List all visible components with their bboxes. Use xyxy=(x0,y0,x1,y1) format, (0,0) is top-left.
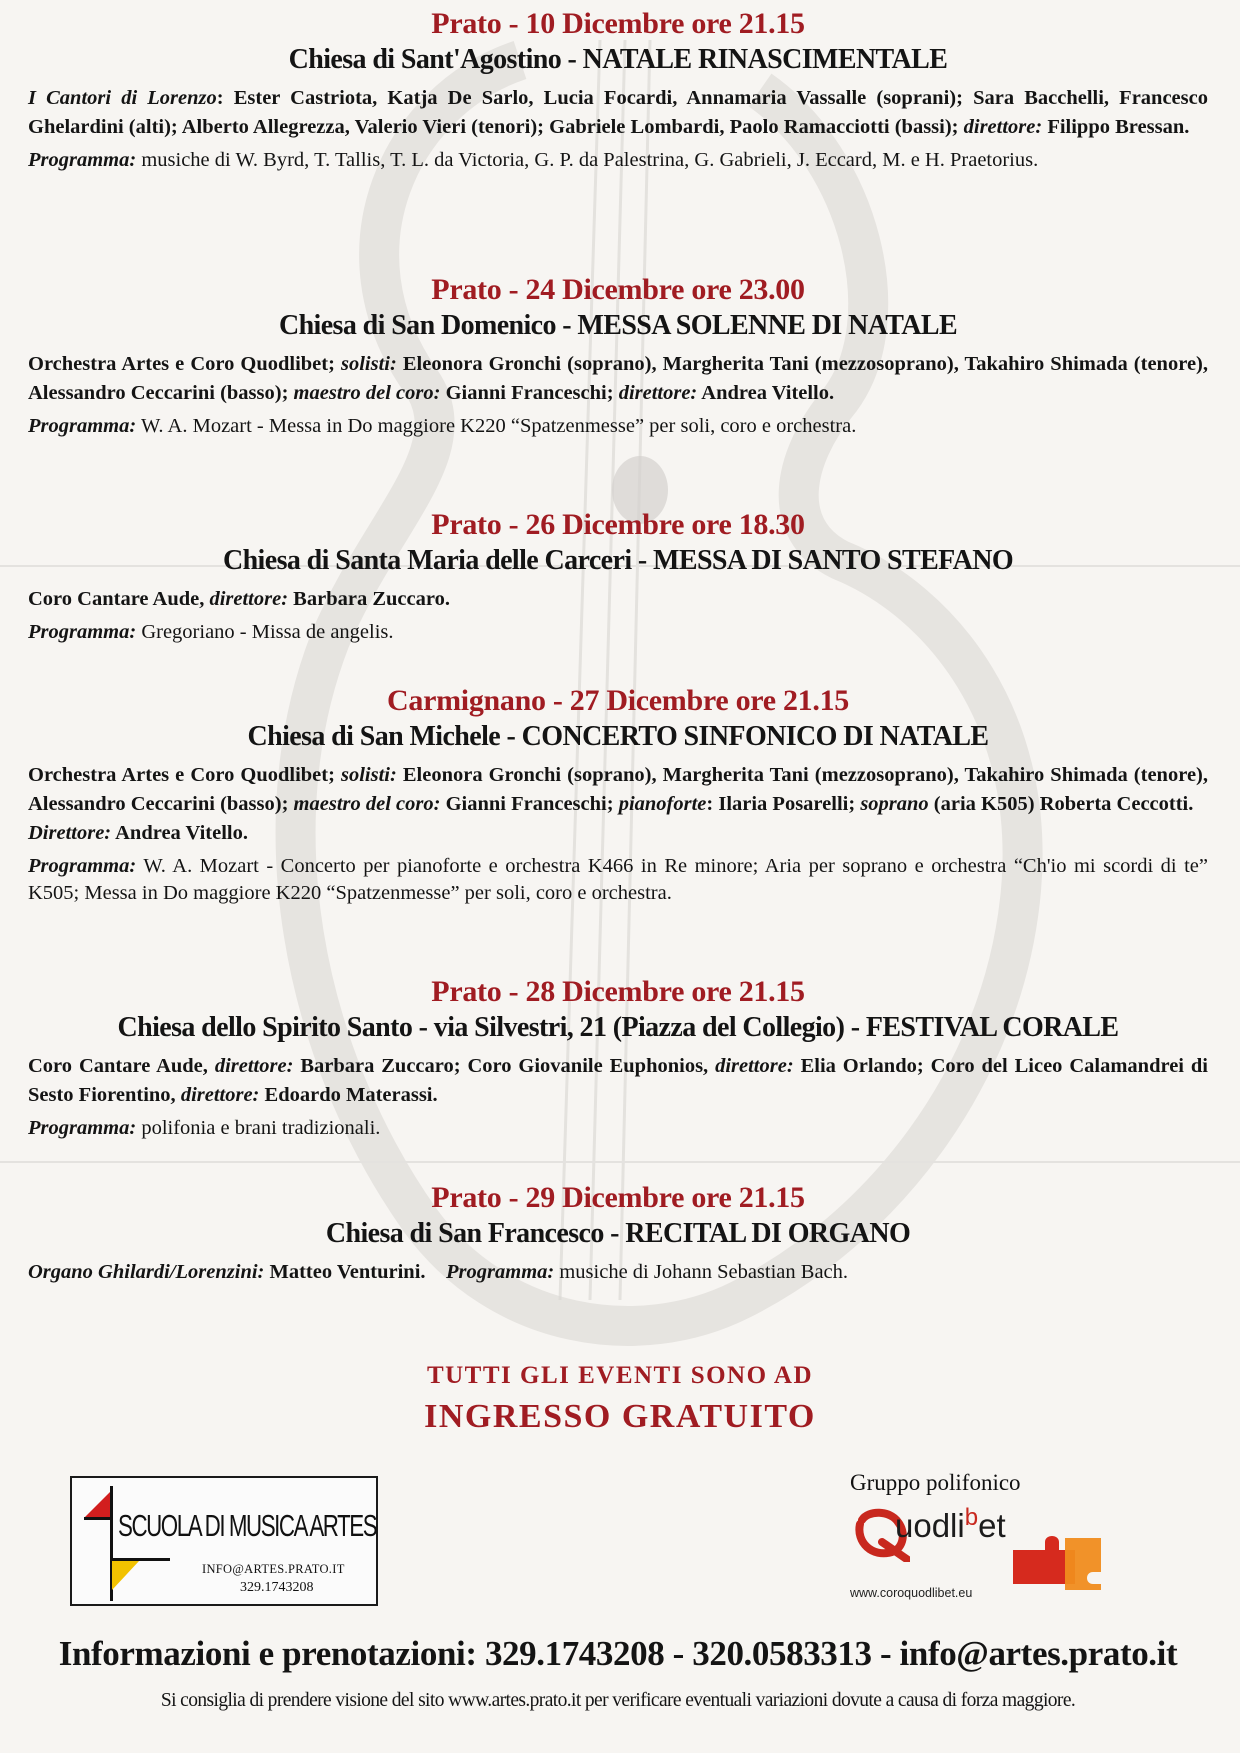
performer-text: Coro Cantare Aude, xyxy=(28,1055,215,1077)
role-label: direttore: xyxy=(214,1055,294,1077)
wordmark-part: b xyxy=(964,1504,979,1531)
performer-text: Gianni Franceschi; xyxy=(440,382,619,404)
performer-text: Barbara Zuccaro. xyxy=(288,588,450,610)
artes-logo xyxy=(70,1476,378,1606)
puzzle-pieces-icon xyxy=(1005,1528,1115,1598)
free-entry-line1: TUTTI GLI EVENTI SONO AD xyxy=(426,1362,814,1389)
organ-label: Organo Ghilardi/Lorenzini: xyxy=(28,1261,265,1283)
event-date: Prato - 10 Dicembre ore 21.15 xyxy=(431,7,805,40)
role-label: solisti: xyxy=(340,353,397,375)
event-venue: Chiesa di Sant'Agostino - NATALE RINASCIMENTALE xyxy=(288,44,948,75)
quodlibet-url: www.coroquodlibet.eu xyxy=(850,1586,973,1600)
performer-text: Andrea Vitello. xyxy=(111,822,248,844)
event-program xyxy=(28,853,1208,907)
program-text: musiche di Johann Sebastian Bach. xyxy=(554,1261,849,1283)
performer-text: Edoardo Materassi. xyxy=(259,1084,438,1106)
program-label: Programma: xyxy=(28,621,137,643)
role-label: solisti: xyxy=(340,764,397,786)
event-venue: Chiesa di Santa Maria delle Carceri - MESSA DI SANTO STEFANO xyxy=(222,545,1014,576)
role-label: direttore: xyxy=(618,382,698,404)
performer-text: Filippo Bressan. xyxy=(1042,116,1190,138)
footer-note: Si consiglia di prendere visione del sito www.artes.prato.it per verificare eventuali variazioni dovute a causa di forza maggiore. xyxy=(160,1690,1076,1711)
wordmark-part: uodli xyxy=(895,1507,965,1544)
event-organ-program xyxy=(28,1258,1208,1287)
program-text: W. A. Mozart - Concerto per pianoforte e orchestra K466 in Re minore; Aria per soprano e orchestra “Ch'io mi scordi di te” K505; Messa in Do maggiore K220 “Spatzenmesse” per soli, coro e orchestra. xyxy=(28,855,1208,904)
role-label: direttore: xyxy=(209,588,289,610)
event-venue: Chiesa dello Spirito Santo - via Silvestri, 21 (Piazza del Collegio) - FESTIVAL CORALE xyxy=(117,1012,1119,1043)
event-performers xyxy=(28,1052,1208,1110)
role-label: maestro del coro: xyxy=(293,793,441,815)
event-date: Prato - 28 Dicembre ore 21.15 xyxy=(431,975,805,1008)
artes-email: INFO@ARTES.PRATO.IT xyxy=(202,1562,345,1576)
free-entry-line2: INGRESSO GRATUITO xyxy=(424,1398,816,1435)
event-performers xyxy=(28,84,1208,142)
event-5 xyxy=(28,974,1208,1142)
role-label: pianoforte xyxy=(618,793,707,815)
performer-text: Orchestra Artes e Coro Quodlibet; xyxy=(28,353,341,375)
program-label: Programma: xyxy=(28,1117,137,1139)
role-label: direttore: xyxy=(180,1084,260,1106)
performer-text: Coro Cantare Aude, xyxy=(28,588,210,610)
program-label: Programma: xyxy=(446,1261,555,1283)
event-venue: Chiesa di San Francesco - RECITAL DI ORGANO xyxy=(325,1218,911,1249)
event-6 xyxy=(28,1180,1208,1287)
wordmark-part: et xyxy=(978,1507,1006,1544)
event-performers xyxy=(28,350,1208,408)
contact-info: Informazioni e prenotazioni: 329.1743208 - 320.0583313 - info@artes.prato.it xyxy=(58,1634,1178,1673)
performer-text: Andrea Vitello. xyxy=(697,382,835,404)
event-program xyxy=(28,619,1208,646)
quodlibet-wordmark xyxy=(895,1504,1006,1545)
event-date: Carmignano - 27 Dicembre ore 21.15 xyxy=(387,684,849,717)
program-text: polifonia e brani tradizionali. xyxy=(136,1117,381,1139)
role-label: Direttore: xyxy=(28,822,112,844)
program-label: Programma: xyxy=(28,149,137,171)
program-label: Programma: xyxy=(28,855,137,877)
event-program xyxy=(28,147,1208,174)
role-label: I Cantori di Lorenzo xyxy=(28,87,217,109)
performer-text: Eleonora Gronchi (soprano), Margherita Tani (mezzosoprano), Takahiro Shimada (tenore), Alessandro Ceccarini (basso); xyxy=(28,764,1208,815)
performer-text: Gianni Franceschi; xyxy=(440,793,619,815)
event-2 xyxy=(28,272,1208,440)
performer-text: Elia Orlando; Coro del Liceo Calamandrei di Sesto Fiorentino, xyxy=(28,1055,1208,1106)
role-label: maestro del coro: xyxy=(293,382,441,404)
role-label: direttore: xyxy=(963,116,1043,138)
event-1 xyxy=(28,6,1208,174)
performer-text: Eleonora Gronchi (soprano), Margherita Tani (mezzosoprano), Takahiro Shimada (tenore), Alessandro Ceccarini (basso); xyxy=(28,353,1208,404)
event-performers xyxy=(28,761,1208,848)
event-3 xyxy=(28,507,1208,646)
event-venue: Chiesa di San Michele - CONCERTO SINFONICO DI NATALE xyxy=(247,721,989,752)
event-4 xyxy=(28,683,1208,907)
organist: Matteo Venturini. xyxy=(264,1261,426,1283)
event-program xyxy=(28,1115,1208,1142)
performer-text: (aria K505) Roberta Ceccotti. xyxy=(928,793,1194,815)
role-label: direttore: xyxy=(715,1055,794,1077)
performer-text: Barbara Zuccaro; Coro Giovanile Euphonios, xyxy=(293,1055,716,1077)
program-text: Gregoriano - Missa de angelis. xyxy=(136,621,394,643)
performer-text: : Ester Castriota, Katja De Sarlo, Lucia Focardi, Annamaria Vassalle (soprani); Sara Bacchelli, Francesco Ghelardini (alti); Alberto Allegrezza, Valerio Vieri (tenori); Gabriele Lombardi, Paolo Ramacciotti (bassi); xyxy=(28,87,1208,138)
program-label: Programma: xyxy=(28,415,137,437)
quodlibet-caption: Gruppo polifonico xyxy=(850,1470,1021,1495)
event-performers xyxy=(28,585,1208,614)
program-text: musiche di W. Byrd, T. Tallis, T. L. da Victoria, G. P. da Palestrina, G. Gabrieli, J. Eccard, M. e H. Praetorius. xyxy=(136,149,1039,171)
artes-school-name: SCUOLA DI MUSICA ARTES xyxy=(118,1508,377,1543)
event-date: Prato - 29 Dicembre ore 21.15 xyxy=(431,1181,805,1214)
event-venue: Chiesa di San Domenico - MESSA SOLENNE DI NATALE xyxy=(278,310,958,341)
event-date: Prato - 26 Dicembre ore 18.30 xyxy=(431,508,805,541)
performer-text: Orchestra Artes e Coro Quodlibet; xyxy=(28,764,341,786)
event-program xyxy=(28,413,1208,440)
artes-phone: 329.1743208 xyxy=(240,1580,314,1595)
role-label: soprano xyxy=(860,793,929,815)
event-date: Prato - 24 Dicembre ore 23.00 xyxy=(431,273,805,306)
program-text: W. A. Mozart - Messa in Do maggiore K220 “Spatzenmesse” per soli, coro e orchestra. xyxy=(136,415,857,437)
performer-text: : Ilaria Posarelli; xyxy=(706,793,861,815)
